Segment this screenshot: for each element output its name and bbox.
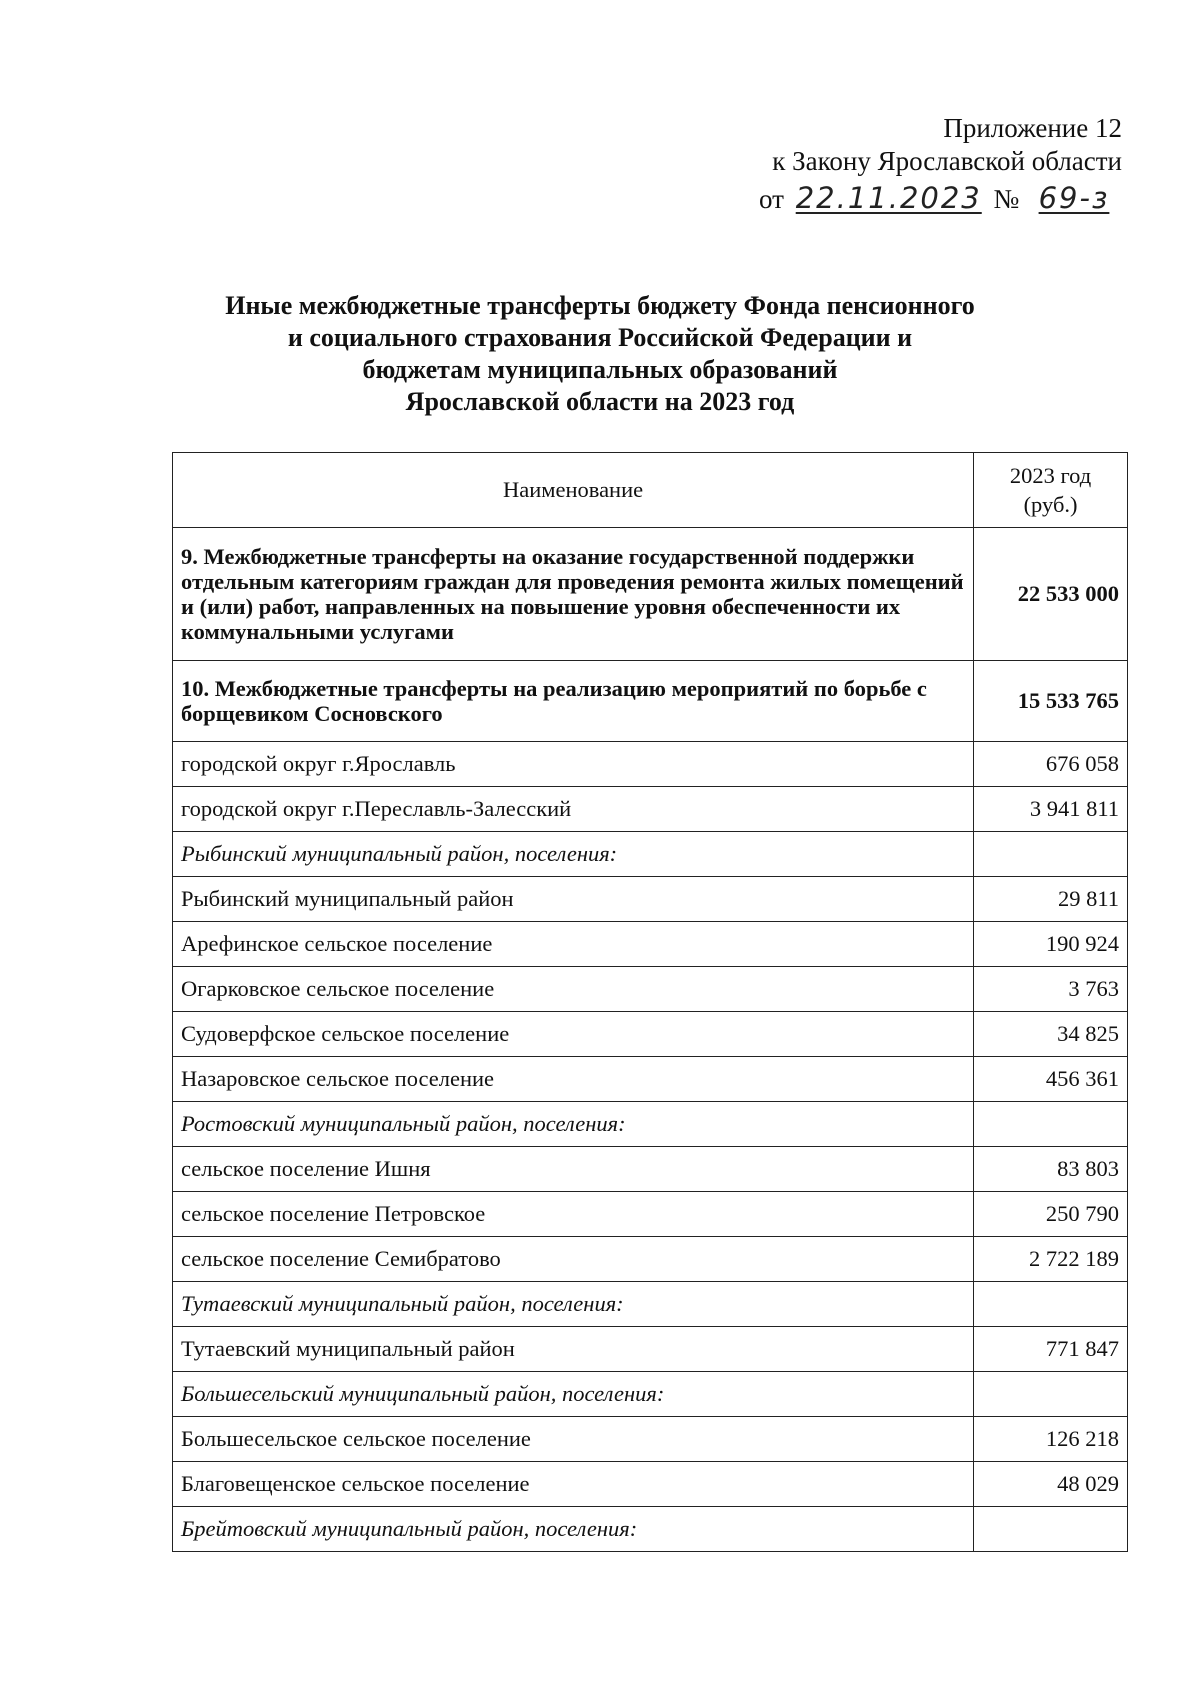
row-name: Рыбинский муниципальный район bbox=[173, 877, 974, 922]
annex-header bbox=[622, 112, 1122, 216]
row-name: Большесельское сельское поселение bbox=[173, 1417, 974, 1462]
row-amount bbox=[974, 1102, 1128, 1147]
column-header-name: Наименование bbox=[173, 453, 974, 528]
table-row bbox=[173, 787, 1128, 832]
section-9-name: 9. Межбюджетные трансферты на оказание государственной поддержки отдельным категориям граждан для проведения ремонта жилых помещений и (или) работ, направленных на повышение уровня обеспеченности их коммунальными услугами bbox=[173, 528, 974, 661]
group-heading-row bbox=[173, 1102, 1128, 1147]
row-amount: 456 361 bbox=[974, 1057, 1128, 1102]
row-amount: 34 825 bbox=[974, 1012, 1128, 1057]
section-10-name: 10. Межбюджетные трансферты на реализацию мероприятий по борьбе с борщевиком Сосновского bbox=[173, 661, 974, 742]
column-header-unit: (руб.) bbox=[1023, 492, 1078, 517]
group-heading-row bbox=[173, 1507, 1128, 1552]
row-amount: 3 763 bbox=[974, 967, 1128, 1012]
table-row bbox=[173, 922, 1128, 967]
row-amount bbox=[974, 1372, 1128, 1417]
section-row-9 bbox=[173, 528, 1128, 661]
row-name: сельское поселение Семибратово bbox=[173, 1237, 974, 1282]
row-name: сельское поселение Ишня bbox=[173, 1147, 974, 1192]
row-amount: 48 029 bbox=[974, 1462, 1128, 1507]
group-heading-name: Большесельский муниципальный район, поселения: bbox=[173, 1372, 974, 1417]
group-heading-name: Брейтовский муниципальный район, поселения: bbox=[173, 1507, 974, 1552]
annex-law-reference: к Закону Ярославской области bbox=[772, 146, 1122, 176]
group-heading-name: Рыбинский муниципальный район, поселения: bbox=[173, 832, 974, 877]
row-amount: 126 218 bbox=[974, 1417, 1128, 1462]
table-row bbox=[173, 742, 1128, 787]
group-heading-row bbox=[173, 832, 1128, 877]
annex-number: Приложение 12 bbox=[943, 113, 1122, 143]
table-body bbox=[173, 528, 1128, 1552]
section-row-10 bbox=[173, 661, 1128, 742]
table-row bbox=[173, 1417, 1128, 1462]
table-row bbox=[173, 1192, 1128, 1237]
table-header-row bbox=[173, 453, 1128, 528]
row-name: Назаровское сельское поселение bbox=[173, 1057, 974, 1102]
from-prefix: от bbox=[759, 184, 784, 214]
group-heading-name: Тутаевский муниципальный район, поселения: bbox=[173, 1282, 974, 1327]
row-name: Арефинское сельское поселение bbox=[173, 922, 974, 967]
row-amount: 83 803 bbox=[974, 1147, 1128, 1192]
row-amount: 771 847 bbox=[974, 1327, 1128, 1372]
row-amount: 676 058 bbox=[974, 742, 1128, 787]
row-amount: 3 941 811 bbox=[974, 787, 1128, 832]
document-title bbox=[140, 290, 1060, 418]
group-heading-row bbox=[173, 1372, 1128, 1417]
row-name: Тутаевский муниципальный район bbox=[173, 1327, 974, 1372]
row-name: Судоверфское сельское поселение bbox=[173, 1012, 974, 1057]
row-amount: 250 790 bbox=[974, 1192, 1128, 1237]
title-line-1: Иные межбюджетные трансферты бюджету Фонда пенсионного bbox=[225, 291, 975, 320]
handwritten-law-number: 69-з bbox=[1038, 181, 1110, 215]
law-date-number-line bbox=[622, 182, 1122, 216]
row-amount: 190 924 bbox=[974, 922, 1128, 967]
table-row bbox=[173, 1237, 1128, 1282]
row-name: городской округ г.Переславль-Залесский bbox=[173, 787, 974, 832]
row-name: Огарковское сельское поселение bbox=[173, 967, 974, 1012]
row-name: городской округ г.Ярославль bbox=[173, 742, 974, 787]
table-row bbox=[173, 1057, 1128, 1102]
title-line-2: и социального страхования Российской Федерации и bbox=[287, 323, 913, 352]
row-amount: 2 722 189 bbox=[974, 1237, 1128, 1282]
title-line-3: бюджетам муниципальных образований bbox=[362, 355, 838, 384]
table-row bbox=[173, 1012, 1128, 1057]
column-header-year: 2023 год bbox=[1009, 463, 1092, 488]
section-10-amount: 15 533 765 bbox=[974, 661, 1128, 742]
row-name: Благовещенское сельское поселение bbox=[173, 1462, 974, 1507]
row-name: сельское поселение Петровское bbox=[173, 1192, 974, 1237]
handwritten-date: 22.11.2023 bbox=[795, 181, 982, 215]
row-amount bbox=[974, 832, 1128, 877]
section-9-amount: 22 533 000 bbox=[974, 528, 1128, 661]
row-amount bbox=[974, 1507, 1128, 1552]
table-row bbox=[173, 877, 1128, 922]
table-row bbox=[173, 1147, 1128, 1192]
table-row bbox=[173, 1462, 1128, 1507]
title-line-4: Ярославской области на 2023 год bbox=[405, 387, 795, 416]
group-heading-name: Ростовский муниципальный район, поселения: bbox=[173, 1102, 974, 1147]
row-amount: 29 811 bbox=[974, 877, 1128, 922]
table-row bbox=[173, 1327, 1128, 1372]
group-heading-row bbox=[173, 1282, 1128, 1327]
column-header-amount bbox=[974, 453, 1128, 528]
row-amount bbox=[974, 1282, 1128, 1327]
table-row bbox=[173, 967, 1128, 1012]
number-sign: № bbox=[993, 184, 1020, 214]
transfers-table bbox=[172, 452, 1128, 1552]
